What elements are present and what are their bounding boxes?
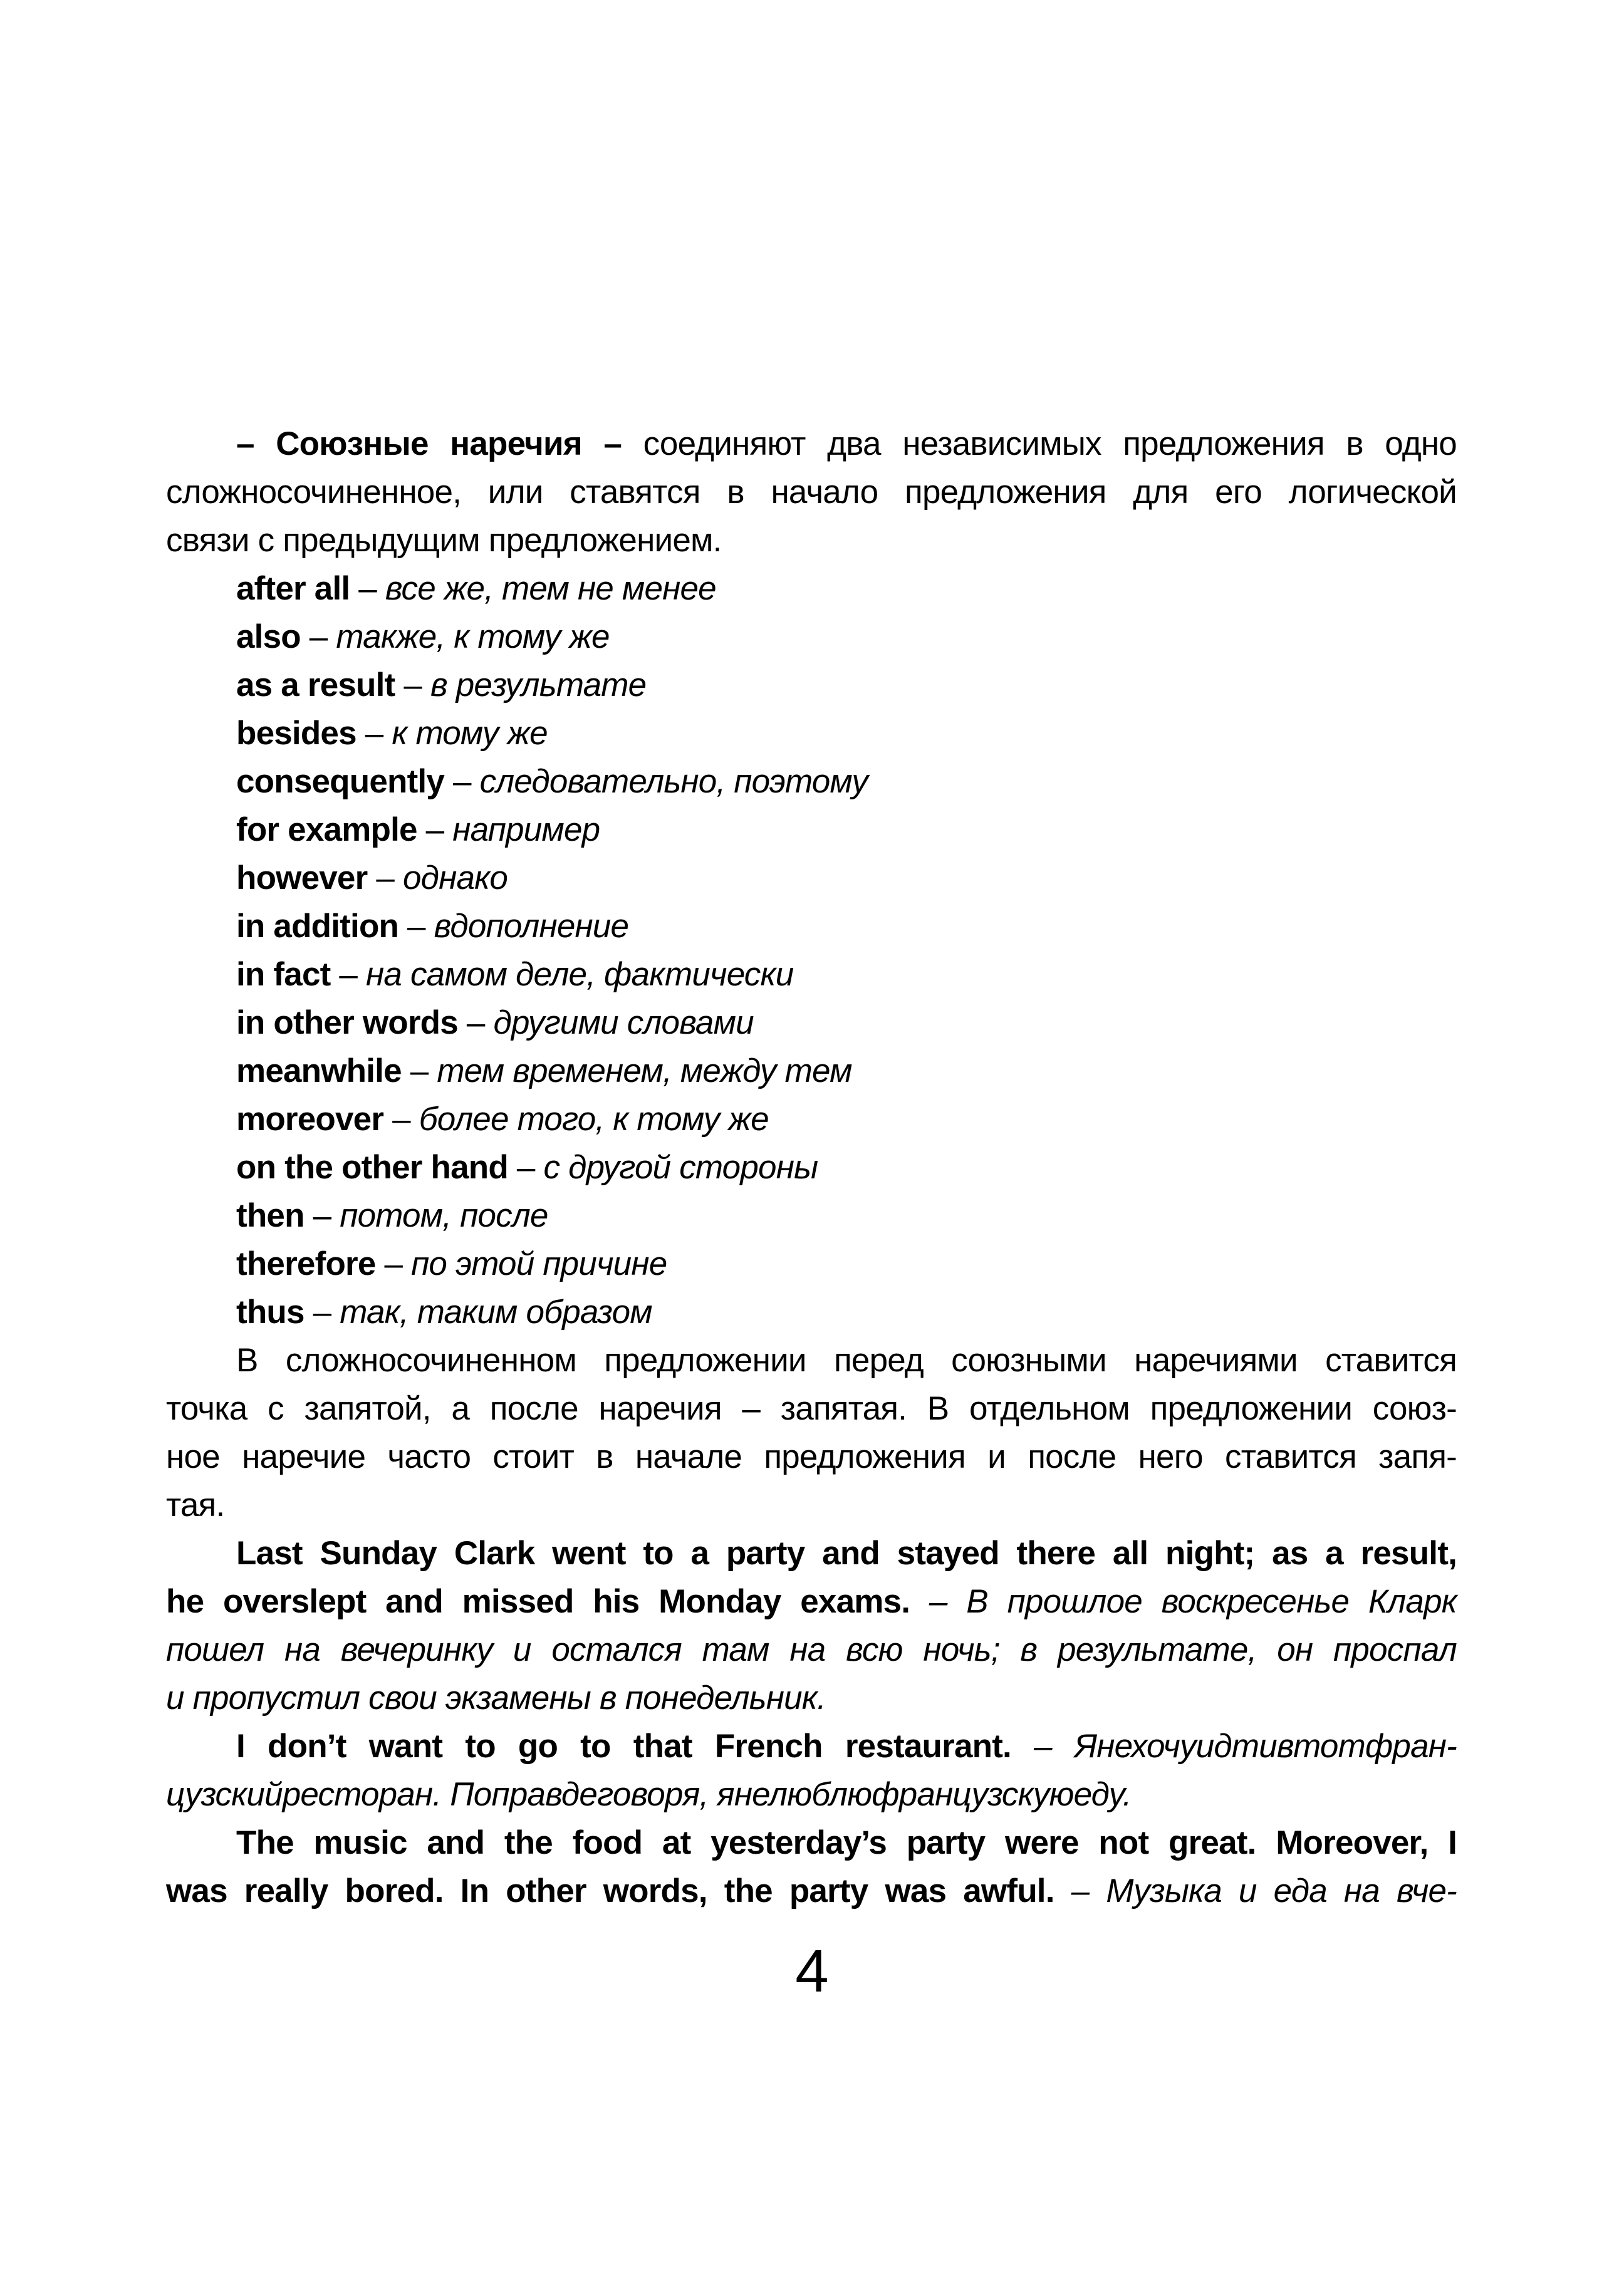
- text-segment: consequently: [236, 763, 445, 800]
- text-line: [166, 1143, 1457, 1192]
- text-segment: также, к тому же: [336, 618, 610, 655]
- text-segment: –: [350, 570, 385, 607]
- text-segment: besides: [236, 715, 357, 752]
- text-segment: –: [395, 667, 430, 704]
- text-segment: –: [330, 956, 367, 993]
- text-segment: тая.: [166, 1487, 225, 1524]
- text-segment: The music and the food at yesterday’s party were not great. Moreover, I: [236, 1824, 1457, 1861]
- text-segment: –: [417, 811, 453, 848]
- text-segment: –: [375, 1245, 412, 1282]
- text-line: [166, 709, 1457, 757]
- text-segment: в результате: [430, 667, 647, 704]
- text-segment: after all: [236, 570, 350, 607]
- text-line: [166, 1722, 1457, 1770]
- text-segment: in other words: [236, 1004, 458, 1041]
- text-line: [166, 854, 1457, 902]
- text-segment: then: [236, 1197, 304, 1234]
- text-segment: соединяют два независимых предложения в одно: [622, 425, 1457, 462]
- text-segment: так, таким образом: [340, 1294, 652, 1331]
- text-segment: следовательно, поэтому: [479, 763, 868, 800]
- text-segment: –: [304, 1294, 340, 1331]
- text-segment: с другой стороны: [543, 1149, 818, 1186]
- text-line: [166, 516, 1457, 564]
- text-segment: as a result: [236, 667, 395, 704]
- text-line: [166, 1626, 1457, 1674]
- text-line: [166, 902, 1457, 950]
- text-segment: – Союзные наречия –: [236, 425, 622, 462]
- text-segment: В сложносочиненном предложении перед союзными наречиями ставится: [236, 1342, 1457, 1379]
- text-line: [166, 1674, 1457, 1722]
- text-segment: например: [452, 811, 600, 848]
- text-segment: –: [508, 1149, 544, 1186]
- text-segment: точка с запятой, а после наречия – запятая. В отдельном предложении союз-: [166, 1390, 1457, 1427]
- text-line: [166, 1384, 1457, 1433]
- text-segment: –: [457, 1004, 494, 1041]
- text-segment: Last Sunday Clark went to a party and stayed there all night; as a result,: [236, 1535, 1457, 1572]
- text-line: [166, 806, 1457, 854]
- text-segment: вдополнение: [434, 908, 629, 945]
- text-segment: цузскийресторан. Поправдеговоря, янелюблюфранцузскуюеду.: [166, 1776, 1132, 1813]
- text-line: [166, 661, 1457, 709]
- text-line: [166, 1192, 1457, 1240]
- text-line: [166, 420, 1457, 468]
- text-segment: –: [367, 860, 403, 896]
- text-segment: пошел на вечеринку и остался там на всю ночь; в результате, он проспал: [166, 1631, 1457, 1668]
- text-line: [166, 564, 1457, 613]
- text-line: [166, 1336, 1457, 1384]
- text-segment: in fact: [236, 956, 331, 993]
- text-line: [166, 757, 1457, 806]
- page-number: 4: [795, 1938, 829, 2005]
- text-line: [166, 613, 1457, 661]
- text-segment: –: [398, 908, 434, 945]
- text-line: [166, 1577, 1457, 1626]
- text-segment: was really bored. In other words, the party was awful.: [166, 1873, 1071, 1909]
- text-segment: связи с предыдущим предложением.: [166, 522, 722, 559]
- text-line: [166, 1481, 1457, 1529]
- text-line: [166, 1819, 1457, 1867]
- text-line: [166, 950, 1457, 999]
- text-segment: другими словами: [493, 1004, 754, 1041]
- text-line: [166, 1433, 1457, 1481]
- text-segment: все же, тем не менее: [385, 570, 716, 607]
- text-line: [166, 1288, 1457, 1336]
- text-segment: –: [300, 618, 336, 655]
- text-segment: – Музыка и еда на вче-: [1071, 1873, 1457, 1909]
- text-segment: thus: [236, 1294, 304, 1331]
- text-line: [166, 999, 1457, 1047]
- text-segment: однако: [402, 860, 508, 896]
- text-segment: ное наречие часто стоит в начале предложения и после него ставится запя-: [166, 1438, 1457, 1475]
- text-segment: по этой причине: [411, 1245, 667, 1282]
- text-segment: –: [356, 715, 392, 752]
- text-segment: for example: [236, 811, 417, 848]
- text-line: [166, 1095, 1457, 1143]
- text-segment: на самом деле, фактически: [366, 956, 794, 993]
- text-line: [166, 1529, 1457, 1577]
- text-segment: –: [304, 1197, 340, 1234]
- text-segment: however: [236, 860, 368, 896]
- text-segment: к тому же: [392, 715, 548, 752]
- text-segment: сложносочиненное, или ставятся в начало предложения для его логической: [166, 474, 1457, 511]
- text-segment: –: [401, 1052, 437, 1089]
- text-segment: – Янехочуидтивтотфран-: [1034, 1728, 1457, 1765]
- text-segment: on the other hand: [236, 1149, 508, 1186]
- text-segment: –: [383, 1101, 419, 1138]
- page-text-block: [166, 420, 1457, 1915]
- text-segment: in addition: [236, 908, 399, 945]
- text-segment: I don’t want to go to that French restaurant.: [236, 1728, 1034, 1765]
- text-line: [166, 1867, 1457, 1915]
- text-segment: и пропустил свои экзамены в понедельник.: [166, 1680, 826, 1717]
- text-segment: потом, после: [340, 1197, 548, 1234]
- text-segment: – В прошлое воскресенье Кларк: [929, 1583, 1457, 1620]
- text-segment: moreover: [236, 1101, 384, 1138]
- text-segment: he overslept and missed his Monday exams.: [166, 1583, 929, 1620]
- text-segment: более того, к тому же: [419, 1101, 769, 1138]
- text-line: [166, 1240, 1457, 1288]
- text-segment: also: [236, 618, 301, 655]
- text-line: [166, 468, 1457, 516]
- text-segment: meanwhile: [236, 1052, 402, 1089]
- text-line: [166, 1770, 1457, 1819]
- text-segment: –: [444, 763, 480, 800]
- text-segment: тем временем, между тем: [437, 1052, 852, 1089]
- text-segment: therefore: [236, 1245, 376, 1282]
- text-line: [166, 1047, 1457, 1095]
